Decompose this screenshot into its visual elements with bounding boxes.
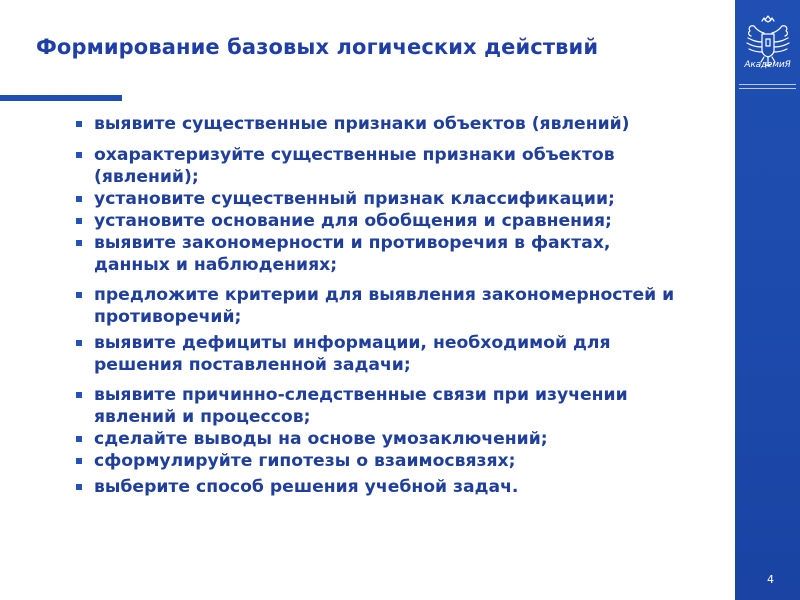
list-item [76, 232, 676, 276]
list-item [76, 476, 676, 498]
square-bullet-icon [76, 458, 82, 464]
bullet-text: выберите способ решения учебной задач. [94, 477, 519, 497]
square-bullet-icon [76, 436, 82, 442]
bullet-text: выявите существенные признаки объектов (явлений) [94, 114, 630, 134]
square-bullet-icon [76, 152, 82, 158]
bullet-text: охарактеризуйте существенные признаки объектов (явлений); [94, 145, 615, 187]
square-bullet-icon [76, 240, 82, 246]
bullet-text: сделайте выводы на основе умозаключений; [94, 429, 548, 449]
brand-logo-text: АкадемиЯ [744, 60, 791, 70]
square-bullet-icon [76, 292, 82, 298]
square-bullet-icon [76, 218, 82, 224]
bullet-text: выявите закономерности и противоречия в фактах, данных и наблюдениях; [94, 233, 611, 275]
list-item [76, 210, 676, 232]
slide-title: Формирование базовых логических действий [36, 35, 599, 59]
bullet-text: установите основание для обобщения и сравнения; [94, 211, 612, 231]
list-item [76, 450, 676, 472]
page-number: 4 [767, 573, 774, 586]
bullet-text: сформулируйте гипотезы о взаимосвязях; [94, 451, 516, 471]
bullet-text: выявите причинно-следственные связи при изучении явлений и процессов; [94, 385, 628, 427]
list-item [76, 384, 676, 428]
brand-underline [739, 84, 796, 89]
bullet-text: установите существенный признак классификации; [94, 189, 615, 209]
bullet-text: выявите дефициты информации, необходимой для решения поставленной задачи; [94, 333, 611, 375]
title-underline [0, 95, 122, 101]
list-item [76, 188, 676, 210]
bullet-list [76, 113, 676, 498]
square-bullet-icon [76, 392, 82, 398]
bullet-text: предложите критерии для выявления закономерностей и противоречий; [94, 285, 675, 327]
list-item [76, 284, 676, 328]
square-bullet-icon [76, 121, 82, 127]
list-item [76, 113, 676, 135]
list-item [76, 428, 676, 450]
square-bullet-icon [76, 484, 82, 490]
square-bullet-icon [76, 340, 82, 346]
side-band [735, 0, 800, 600]
list-item [76, 332, 676, 376]
list-item [76, 144, 676, 188]
square-bullet-icon [76, 196, 82, 202]
